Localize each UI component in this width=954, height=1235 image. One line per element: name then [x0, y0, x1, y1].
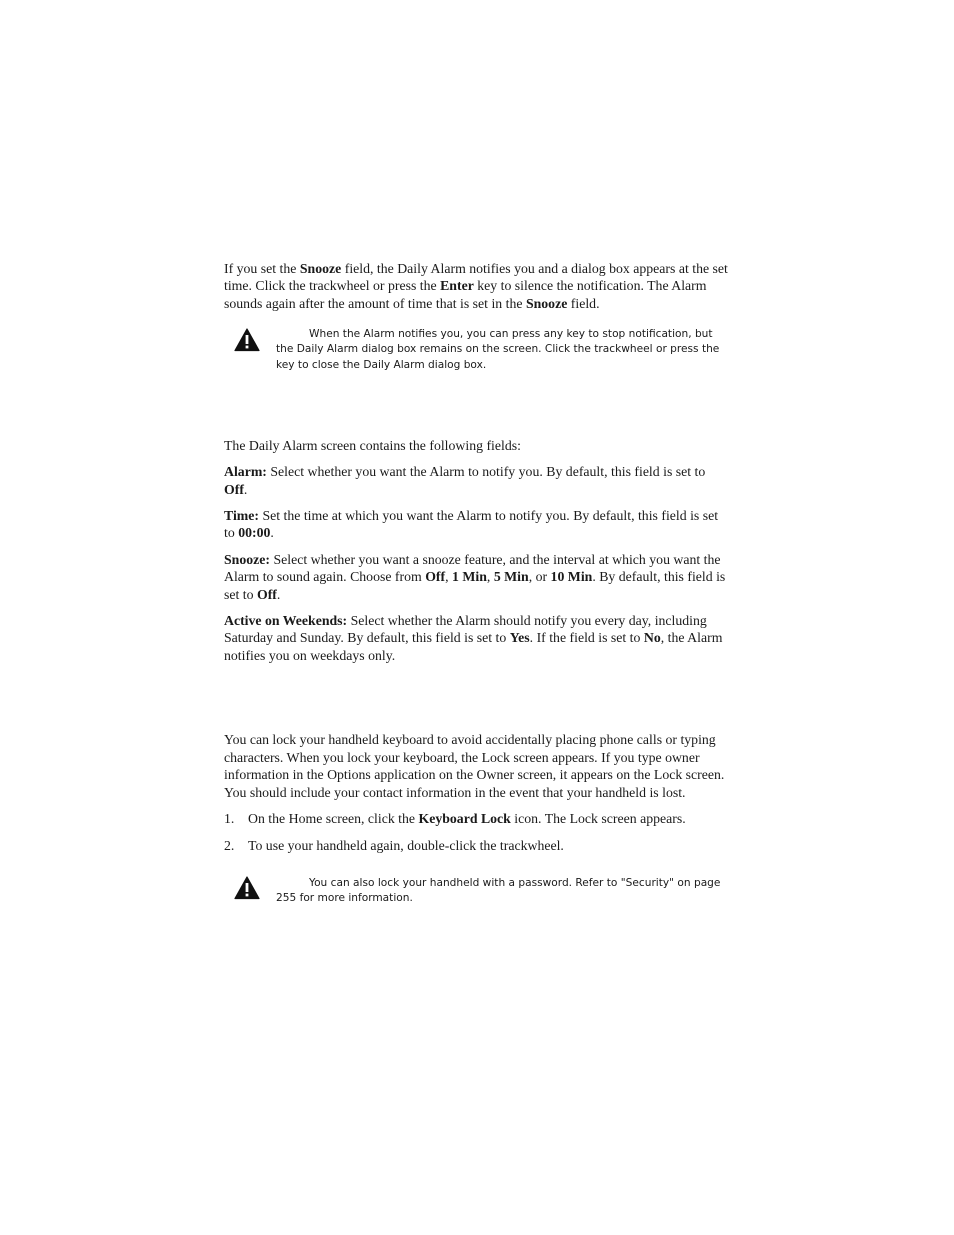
field-active-on-weekends: Active on Weekends: Select whether the Alarm should notify you every day, including Saturday and Sunday. By default, this field is set to Yes. If the field is set to No, the Alarm notifies you on weekdays only.	[224, 613, 723, 663]
warning-icon	[234, 876, 260, 905]
page-content	[224, 260, 730, 906]
note-password	[224, 876, 730, 906]
field-alarm: Alarm: Select whether you want the Alarm to notify you. By default, this field is set to Off.	[224, 464, 706, 497]
note-alarm-text-2: key to close the Daily Alarm dialog box.	[276, 358, 487, 371]
fields-intro: The Daily Alarm screen contains the following fields:	[224, 437, 521, 453]
note-alarm-dismiss	[224, 327, 730, 373]
field-time: Time: Set the time at which you want the Alarm to notify you. By default, this field is set to 00:00.	[224, 508, 719, 541]
list-item: 2. To use your handheld again, double-click the trackwheel.	[224, 838, 564, 854]
note-alarm-text: When the Alarm notifies you, you can press any key to stop notification, but the Daily Alarm dialog box remains on the screen. Click the trackwheel or press the	[276, 328, 720, 356]
list-item: 1. On the Home screen, click the Keyboard Lock icon. The Lock screen appears.	[224, 810, 686, 826]
note-password-text: You can also lock your handheld with a password. Refer to "Security" on page 255 for more information.	[276, 876, 721, 904]
lock-steps	[224, 810, 730, 855]
warning-icon	[234, 328, 260, 357]
lock-paragraph: You can lock your handheld keyboard to avoid accidentally placing phone calls or typing characters. When you lock your keyboard, the Lock screen appears. If you type owner information in the Options application on the Owner screen, it appears on the Lock screen. You should include your contact information in the event that your handheld is lost.	[224, 732, 725, 800]
field-snooze: Snooze: Select whether you want a snooze feature, and the interval at which you want the Alarm to sound again. Choose from Off, 1 Min, 5 Min, or 10 Min. By default, this field is set to Off.	[224, 551, 726, 602]
snooze-paragraph: If you set the Snooze field, the Daily Alarm notifies you and a dialog box appears at the set time. Click the trackwheel or press the Enter key to silence the notification. The Alarm sounds again after the amount of time that is set in the Snooze field.	[224, 261, 728, 311]
